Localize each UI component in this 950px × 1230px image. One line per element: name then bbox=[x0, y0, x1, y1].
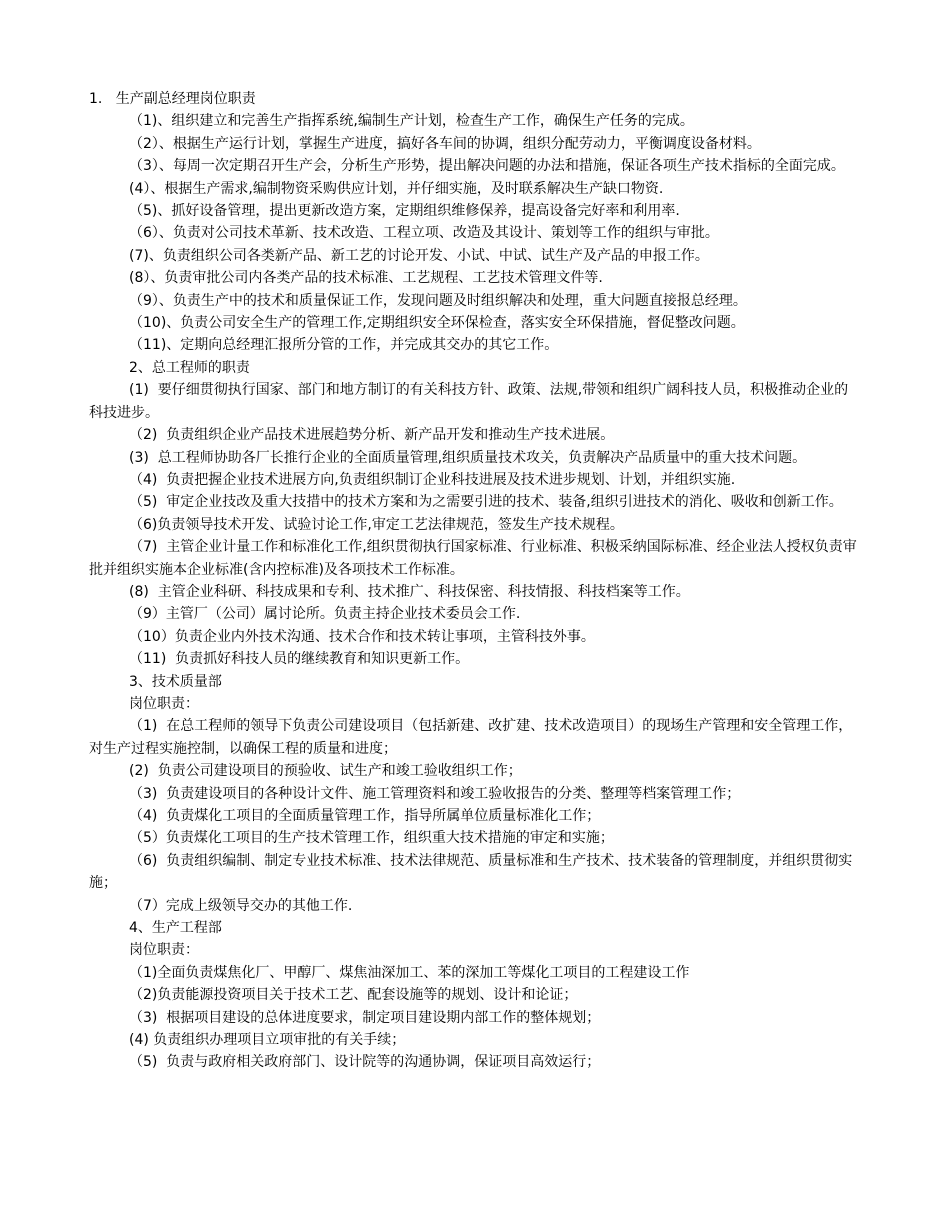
document-body bbox=[89, 88, 859, 1074]
paragraph: （4) 负责煤化工项目的全面质量管理工作，指导所属单位质量标准化工作； bbox=[129, 808, 601, 824]
paragraph: （5）负责煤化工项目的生产技术管理工作，组织重大技术措施的审定和实施； bbox=[129, 830, 614, 847]
paragraph: （2)负责能源投资项目关于技术工艺、配套设施等的规划、设计和论证； bbox=[129, 987, 578, 1004]
paragraph: (3) 总工程师协助各厂长推行企业的全面质量管理,组织质量技术攻关，负责解决产品质量中的重大技术问题。 bbox=[129, 449, 807, 466]
paragraph: （6) 负责组织编制、制定专业技术标准、技术法律规范、质量标准和生产技术、技术装备的管理制度，并组织贯彻实施； bbox=[89, 852, 853, 892]
paragraph: （7) 主管企业计量工作和标准化工作,组织贯彻执行国家标准、行业标准、积极采纳国际标准、经企业法人授权负责审批并组织实施本企业标准(含内控标准)及各项技术工作标准。 bbox=[89, 539, 857, 578]
paragraph: （2）、根据生产运行计划，掌握生产进度，搞好各车间的协调，组织分配劳动力，平衡调度设备材料。 bbox=[129, 135, 761, 152]
subheading: 岗位职责： bbox=[129, 695, 199, 712]
paragraph: (4）、根据生产需求,编制物资采购供应计划，并仔细实施，及时联系解决生产缺口物资. bbox=[129, 180, 664, 197]
section-heading-3: 3、技术质量部 bbox=[129, 673, 222, 690]
paragraph: （4) 负责把握企业技术进展方向,负责组织制订企业科技进展及技术进步规划、计划，并组织实施. bbox=[129, 471, 736, 488]
paragraph: （6）、负责对公司技术革新、技术改造、工程立项、改造及其设计、策划等工作的组织与审批。 bbox=[129, 225, 719, 242]
subheading: 岗位职责： bbox=[129, 942, 199, 959]
paragraph: （5) 审定企业技改及重大技措中的技术方案和为之需要引进的技术、装备,组织引进技术的消化、吸收和创新工作。 bbox=[129, 494, 843, 511]
section-heading-1: 1. 生产副总经理岗位职责 bbox=[89, 91, 256, 107]
paragraph: （10)、负责公司安全生产的管理工作,定期组织安全环保检查，落实安全环保措施，督促整改问题。 bbox=[129, 315, 745, 332]
paragraph: （9）主管厂（公司）属讨论所。负责主持企业技术委员会工作. bbox=[129, 606, 521, 623]
paragraph: (2) 负责公司建设项目的预验收、试生产和竣工验收组织工作； bbox=[129, 763, 522, 780]
paragraph: (8) 主管企业科研、科技成果和专利、技术推广、科技保密、科技情报、科技档案等工作。 bbox=[129, 583, 690, 600]
paragraph: （1)全面负责煤焦化厂、甲醇厂、煤焦油深加工、苯的深加工等煤化工项目的工程建设工作 bbox=[129, 964, 690, 981]
paragraph: （1)、组织建立和完善生产指挥系统,编制生产计划，检查生产工作，确保生产任务的完成。 bbox=[129, 113, 694, 130]
paragraph: (4) 负责组织办理项目立项审批的有关手续； bbox=[129, 1032, 406, 1049]
paragraph: （11) 负责抓好科技人员的继续教育和知识更新工作。 bbox=[129, 651, 470, 668]
paragraph: （5)、抓好设备管理，提出更新改造方案，定期组织维修保养，提高设备完好率和利用率. bbox=[129, 203, 680, 220]
paragraph: （2) 负责组织企业产品技术进展趋势分析、新产品开发和推动生产技术进展。 bbox=[129, 427, 615, 444]
paragraph: （10）负责企业内外技术沟通、技术合作和技术转让事项，主管科技外事。 bbox=[129, 628, 595, 645]
paragraph: （7）完成上级领导交办的其他工作. bbox=[129, 897, 353, 914]
paragraph: (7)、负责组织公司各类新产品、新工艺的讨论开发、小试、中试、试生产及产品的申报工作。 bbox=[129, 247, 709, 264]
paragraph: （6)负责领导技术开发、试验讨论工作,审定工艺法律规范，签发生产技术规程。 bbox=[129, 516, 624, 533]
section-heading-4: 4、生产工程部 bbox=[129, 920, 222, 937]
paragraph: （9）、负责生产中的技术和质量保证工作，发现问题及时组织解决和处理，重大问题直接报总经理。 bbox=[129, 292, 747, 309]
paragraph: （3) 根据项目建设的总体进度要求，制定项目建设期内部工作的整体规划； bbox=[129, 1009, 601, 1026]
paragraph: (8）、负责审批公司内各类产品的技术标准、工艺规程、工艺技术管理文件等. bbox=[129, 270, 603, 287]
section-heading-2: 2、总工程师的职责 bbox=[129, 359, 250, 376]
paragraph: （3）、每周一次定期召开生产会，分析生产形势，提出解决问题的办法和措施，保证各项生产技术指标的全面完成。 bbox=[129, 158, 845, 175]
paragraph: （5) 负责与政府相关政府部门、设计院等的沟通协调，保证项目高效运行； bbox=[129, 1054, 601, 1071]
paragraph: （1) 在总工程师的领导下负责公司建设项目（包括新建、改扩建、技术改造项目）的现场生产管理和安全管理工作，对生产过程实施控制，以确保工程的质量和进度； bbox=[89, 718, 853, 757]
paragraph: （3) 负责建设项目的各种设计文件、施工管理资料和竣工验收报告的分类、整理等档案管理工作； bbox=[129, 785, 741, 802]
paragraph: (1) 要仔细贯彻执行国家、部门和地方制订的有关科技方针、政策、法规,带领和组织广阔科技人员，积极推动企业的科技进步。 bbox=[89, 382, 849, 421]
paragraph: （11)、定期向总经理汇报所分管的工作，并完成其交办的其它工作。 bbox=[129, 337, 559, 354]
